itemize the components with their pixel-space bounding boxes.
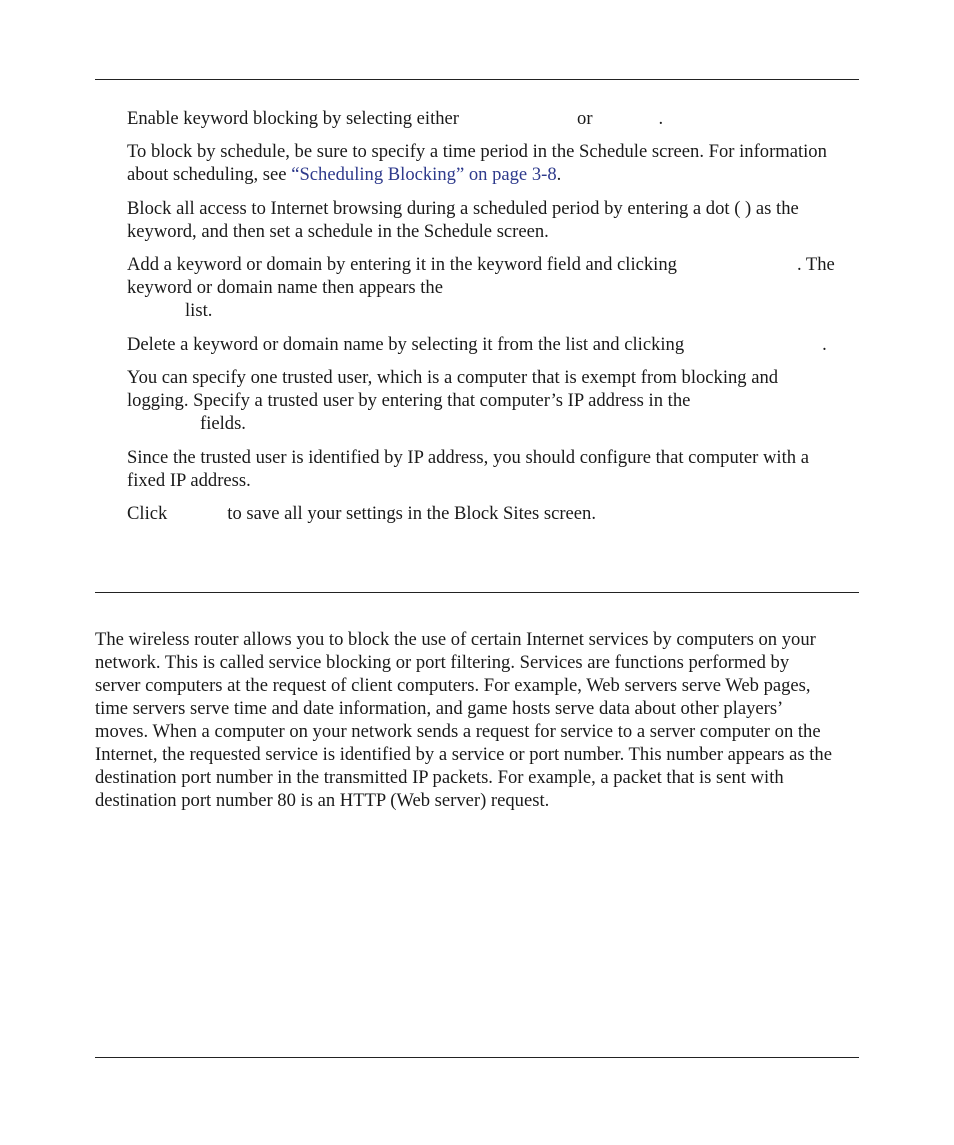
text: The wireless router allows you to block the use of certain Internet services by computers on your <box>95 629 816 650</box>
text: . <box>822 334 827 355</box>
bullet-enable-keyword-blocking <box>127 107 859 130</box>
text: keyword, and then set a schedule in the Schedule screen. <box>127 221 549 242</box>
text: Block all access to Internet browsing during a scheduled period by entering a dot ( ) as the <box>127 198 799 219</box>
text: list. <box>185 300 213 321</box>
text: Add a keyword or domain by entering it in the keyword field and clicking <box>127 254 677 275</box>
bullet-add-keyword <box>127 253 859 322</box>
text: fields. <box>200 413 246 434</box>
text: . The <box>796 254 835 275</box>
text: Click <box>127 503 168 524</box>
text: server computers at the request of client computers. For example, Web servers serve Web pages, <box>95 675 811 696</box>
text: network. This is called service blocking or port filtering. Services are functions performed by <box>95 652 790 673</box>
bullet-delete-keyword <box>127 333 859 356</box>
text: To block by schedule, be sure to specify a time period in the Schedule screen. For information <box>127 141 827 162</box>
text: moves. When a computer on your network sends a request for service to a server computer on the <box>95 721 821 742</box>
text: about scheduling, see <box>127 164 292 185</box>
text: logging. Specify a trusted user by entering that computer’s IP address in the <box>127 390 691 411</box>
scheduling-blocking-link[interactable]: “Scheduling Blocking” on page 3-8 <box>291 164 557 185</box>
text: Delete a keyword or domain name by selecting it from the list and clicking <box>127 334 685 355</box>
footer-rule <box>95 1057 859 1058</box>
bullet-block-all-access <box>127 197 859 243</box>
text: . <box>658 108 664 129</box>
text: You can specify one trusted user, which is a computer that is exempt from blocking and <box>127 367 779 388</box>
text: to save all your settings in the Block Sites screen. <box>227 503 597 524</box>
text: Enable keyword blocking by selecting either <box>127 108 460 129</box>
text: keyword or domain name then appears the <box>127 277 443 298</box>
top-rule <box>95 79 859 80</box>
bullet-block-by-schedule <box>127 140 859 186</box>
services-body-paragraph <box>95 628 859 812</box>
bullet-trusted-user-ip <box>127 446 859 492</box>
text: destination port number 80 is an HTTP (Web server) request. <box>95 790 550 811</box>
text: Since the trusted user is identified by IP address, you should configure that computer with a <box>127 447 809 468</box>
text: destination port number in the transmitted IP packets. For example, a packet that is sent with <box>95 767 784 788</box>
text: or <box>577 108 593 129</box>
bullet-click-apply <box>127 502 859 525</box>
text: Internet, the requested service is identified by a service or port number. This number appears as the <box>95 744 832 765</box>
text: . <box>556 164 562 185</box>
bullet-trusted-user <box>127 366 859 435</box>
text: fixed IP address. <box>127 470 251 491</box>
section-rule <box>95 592 859 593</box>
text: time servers serve time and date information, and game hosts serve data about other players’ <box>95 698 784 719</box>
